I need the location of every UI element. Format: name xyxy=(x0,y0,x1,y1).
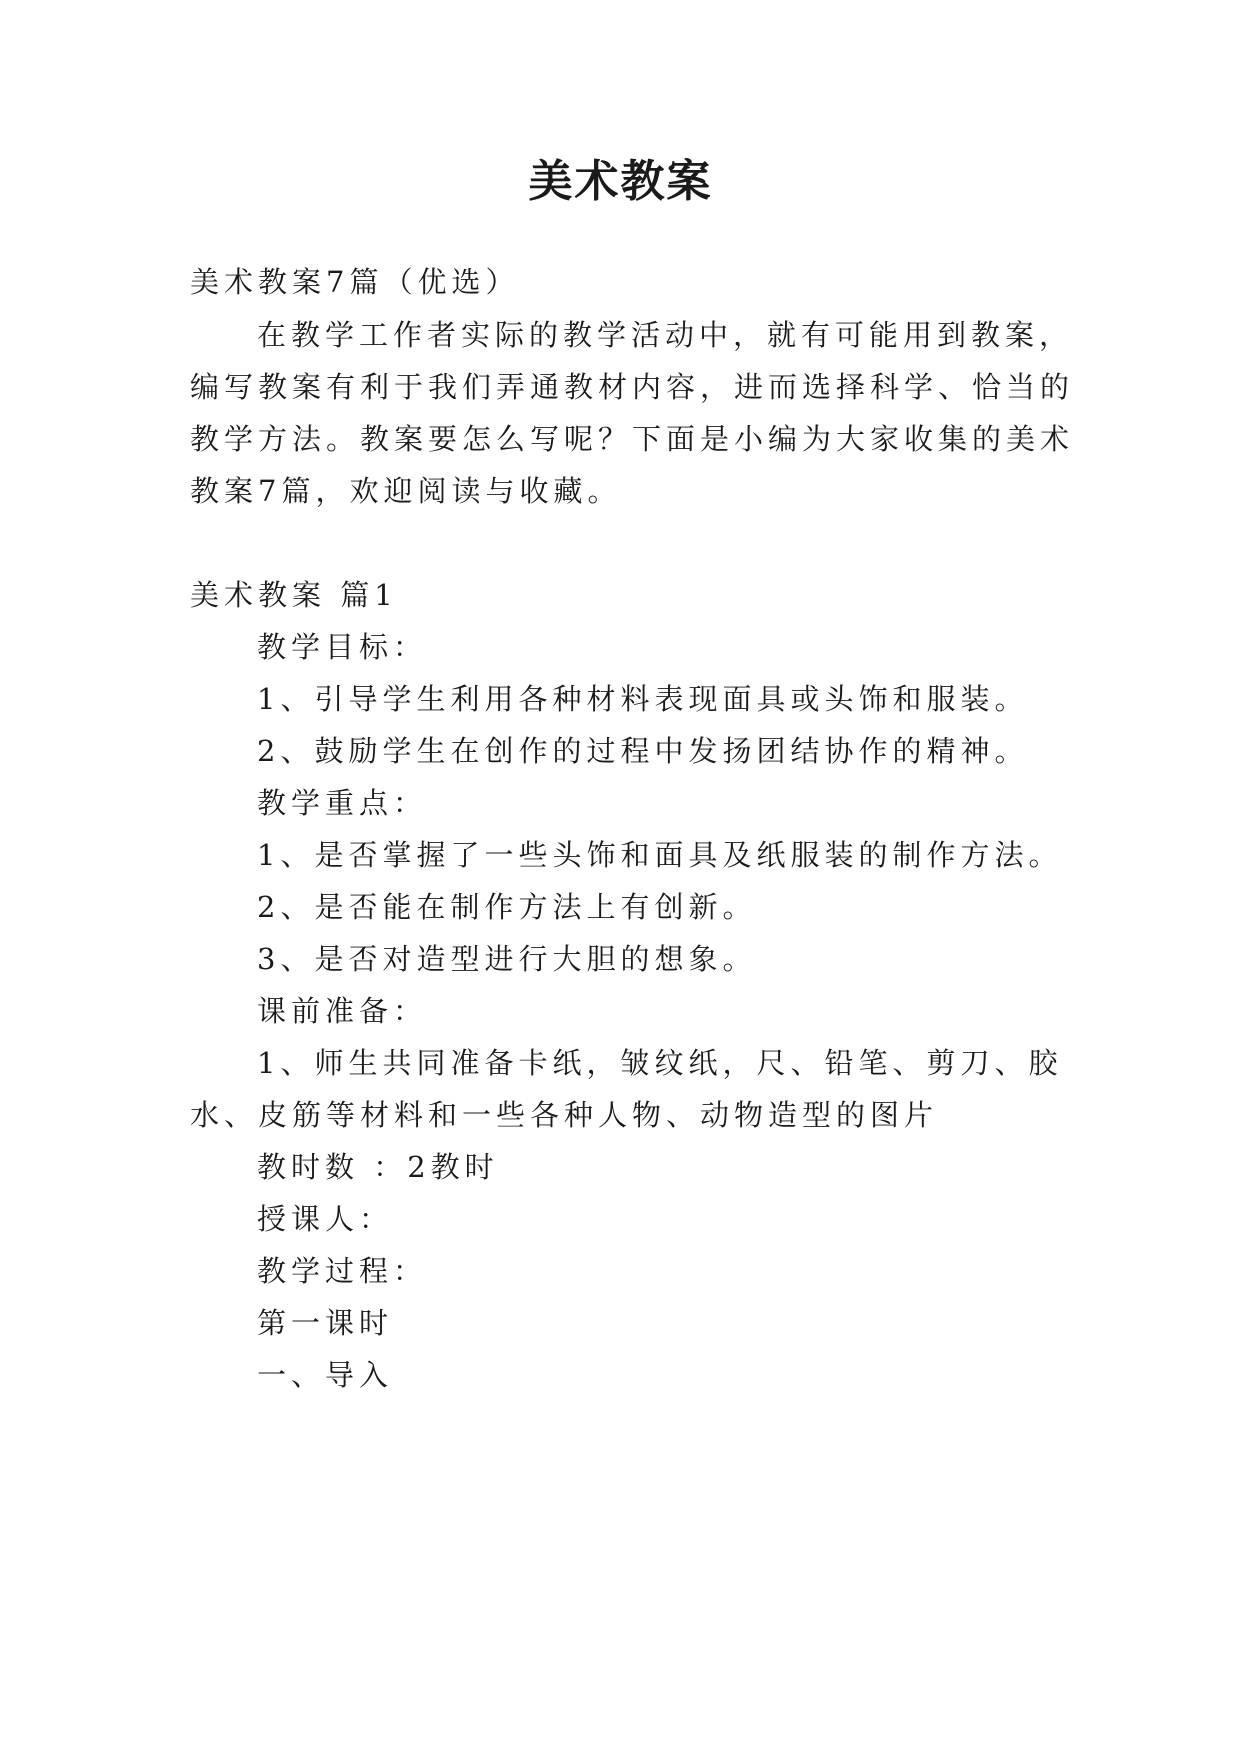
paragraph-line: 1、是否掌握了一些头饰和面具及纸服装的制作方法。 xyxy=(257,838,1063,872)
paragraph-line: 第一课时 xyxy=(257,1306,394,1340)
paragraph-line: 2、鼓励学生在创作的过程中发扬团结协作的精神。 xyxy=(257,734,1029,768)
paragraph-line: 课前准备： xyxy=(257,994,428,1028)
document-subtitle: 美术教案7篇（优选） xyxy=(190,265,520,299)
paragraph-line: 教时数 ：2教时 xyxy=(257,1150,499,1184)
paragraph-line: 水、皮筋等材料和一些各种人物、动物造型的图片 xyxy=(190,1098,939,1132)
paragraph-line: 1、引导学生利用各种材料表现面具或头饰和服装。 xyxy=(257,682,1029,716)
paragraph-line: 授课人： xyxy=(257,1202,394,1236)
paragraph-line: 一、导入 xyxy=(257,1358,394,1392)
section-heading: 美术教案 篇1 xyxy=(190,578,398,612)
paragraph-line: 1、师生共同准备卡纸，皱纹纸，尺、铅笔、剪刀、胶 xyxy=(257,1046,1063,1080)
document-title: 美术教案 xyxy=(528,156,713,207)
paragraph-line: 教学目标： xyxy=(257,630,428,664)
intro-line-3: 教学方法。教案要怎么写呢？下面是小编为大家收集的美术 xyxy=(190,422,1075,456)
intro-line-4: 教案7篇，欢迎阅读与收藏。 xyxy=(190,474,622,508)
paragraph-line: 教学重点： xyxy=(257,786,428,820)
paragraph-line: 3、是否对造型进行大胆的想象。 xyxy=(257,942,757,976)
intro-line-1: 在教学工作者实际的教学活动中，就有可能用到教案， xyxy=(257,318,1074,352)
paragraph-line: 2、是否能在制作方法上有创新。 xyxy=(257,890,757,924)
intro-line-2: 编写教案有利于我们弄通教材内容，进而选择科学、恰当的 xyxy=(190,370,1075,404)
paragraph-line: 教学过程： xyxy=(257,1254,428,1288)
